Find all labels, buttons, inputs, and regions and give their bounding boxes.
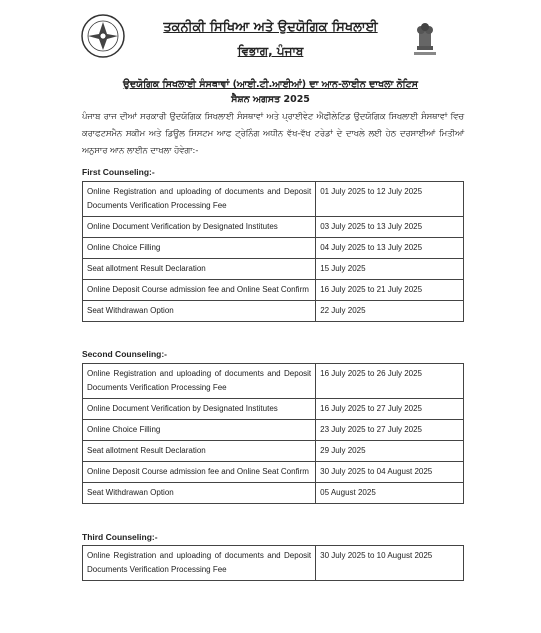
schedule-activity: Online Choice Filling xyxy=(83,420,316,441)
table-row xyxy=(83,217,464,238)
table-row xyxy=(83,441,464,462)
schedule-activity: Seat allotment Result Declaration xyxy=(83,441,316,462)
table-row xyxy=(83,483,464,504)
schedule-date: 04 July 2025 to 13 July 2025 xyxy=(316,238,464,259)
schedule-date: 30 July 2025 to 04 August 2025 xyxy=(316,462,464,483)
schedule-activity: Online Registration and uploading of documents and Deposit Documents Verification Processing Fee xyxy=(83,364,316,399)
schedule-activity: Seat Withdrawan Option xyxy=(83,483,316,504)
schedule-date: 03 July 2025 to 13 July 2025 xyxy=(316,217,464,238)
schedule-date: 23 July 2025 to 27 July 2025 xyxy=(316,420,464,441)
table-row xyxy=(83,280,464,301)
schedule-date: 29 July 2025 xyxy=(316,441,464,462)
schedule-date: 22 July 2025 xyxy=(316,301,464,322)
first-counseling-label: First Counseling:- xyxy=(82,167,155,177)
department-subtitle: ਵਿਭਾਗ, ਪੰਜਾਬ xyxy=(237,44,304,58)
second-counseling-label: Second Counseling:- xyxy=(82,349,167,359)
table-row xyxy=(83,301,464,322)
table-row xyxy=(83,364,464,399)
schedule-activity: Online Deposit Course admission fee and Online Seat Confirm xyxy=(83,462,316,483)
schedule-date: 30 July 2025 to 10 August 2025 xyxy=(316,546,464,581)
schedule-activity: Seat allotment Result Declaration xyxy=(83,259,316,280)
first-counseling-table xyxy=(82,181,464,322)
schedule-date: 01 July 2025 to 12 July 2025 xyxy=(316,182,464,217)
department-title: ਤਕਨੀਕੀ ਸਿਖਿਆ ਅਤੇ ਉਦਯੋਗਿਕ ਸਿਖਲਾਈ xyxy=(163,20,378,35)
schedule-activity: Online Registration and uploading of documents and Deposit Documents Verification Processing Fee xyxy=(83,546,316,581)
notice-intro: ਪੰਜਾਬ ਰਾਜ ਦੀਆਂ ਸਰਕਾਰੀ ਉਦਯੋਗਿਕ ਸਿਖਲਾਈ ਸੰਸਥਾਵਾਂ ਅਤੇ ਪ੍ਰਾਈਵੇਟ ਐਫੀਲੇਟਿਡ ਉਦਯੋਗਿਕ ਸਿਖਲਾਈ ਸੰਸਥਾਵਾਂ ਵਿਚ ਕਰਾਫਟਸਮੈਨ ਸਕੀਮ ਅਤੇ ਡਿਊਲ ਸਿਸਟਮ ਆਫ ਟ੍ਰੇਨਿੰਗ ਅਧੀਨ ਵੱਖ-ਵੱਖ ਟਰੇਡਾਂ ਦੇ ਦਾਖਲੇ ਲਈ ਹੇਠ ਦਰਸਾਈਆਂ ਮਿਤੀਆਂ ਅਨੁਸਾਰ ਆਨ ਲਾਈਨ ਦਾਖਲਾ ਹੋਵੇਗਾ:- xyxy=(82,111,464,155)
second-counseling-table xyxy=(82,363,464,504)
schedule-activity: Online Document Verification by Designated Institutes xyxy=(83,217,316,238)
schedule-date: 16 July 2025 to 27 July 2025 xyxy=(316,399,464,420)
table-row xyxy=(83,259,464,280)
notice-title: ਉਦਯੋਗਿਕ ਸਿਖਲਾਈ ਸੰਸਥਾਵਾਂ (ਆਈ.ਟੀ.ਆਈਆਂ) ਦਾ ਆਨ-ਲਾਈਨ ਦਾਖਲਾ ਨੋਟਿਸ xyxy=(122,79,419,90)
third-counseling-label: Third Counseling:- xyxy=(82,532,158,542)
schedule-date: 05 August 2025 xyxy=(316,483,464,504)
table-row xyxy=(83,546,464,581)
table-row xyxy=(83,182,464,217)
schedule-activity: Online Document Verification by Designated Institutes xyxy=(83,399,316,420)
table-row xyxy=(83,238,464,259)
table-row xyxy=(83,399,464,420)
schedule-activity: Online Choice Filling xyxy=(83,238,316,259)
schedule-activity: Online Deposit Course admission fee and Online Seat Confirm xyxy=(83,280,316,301)
table-row xyxy=(83,462,464,483)
schedule-activity: Online Registration and uploading of documents and Deposit Documents Verification Processing Fee xyxy=(83,182,316,217)
schedule-date: 15 July 2025 xyxy=(316,259,464,280)
schedule-activity: Seat Withdrawan Option xyxy=(83,301,316,322)
third-counseling-table xyxy=(82,545,464,581)
session-label: ਸੈਸ਼ਨ ਅਗਸਤ 2025 xyxy=(231,94,310,105)
schedule-date: 16 July 2025 to 21 July 2025 xyxy=(316,280,464,301)
table-row xyxy=(83,420,464,441)
schedule-date: 16 July 2025 to 26 July 2025 xyxy=(316,364,464,399)
